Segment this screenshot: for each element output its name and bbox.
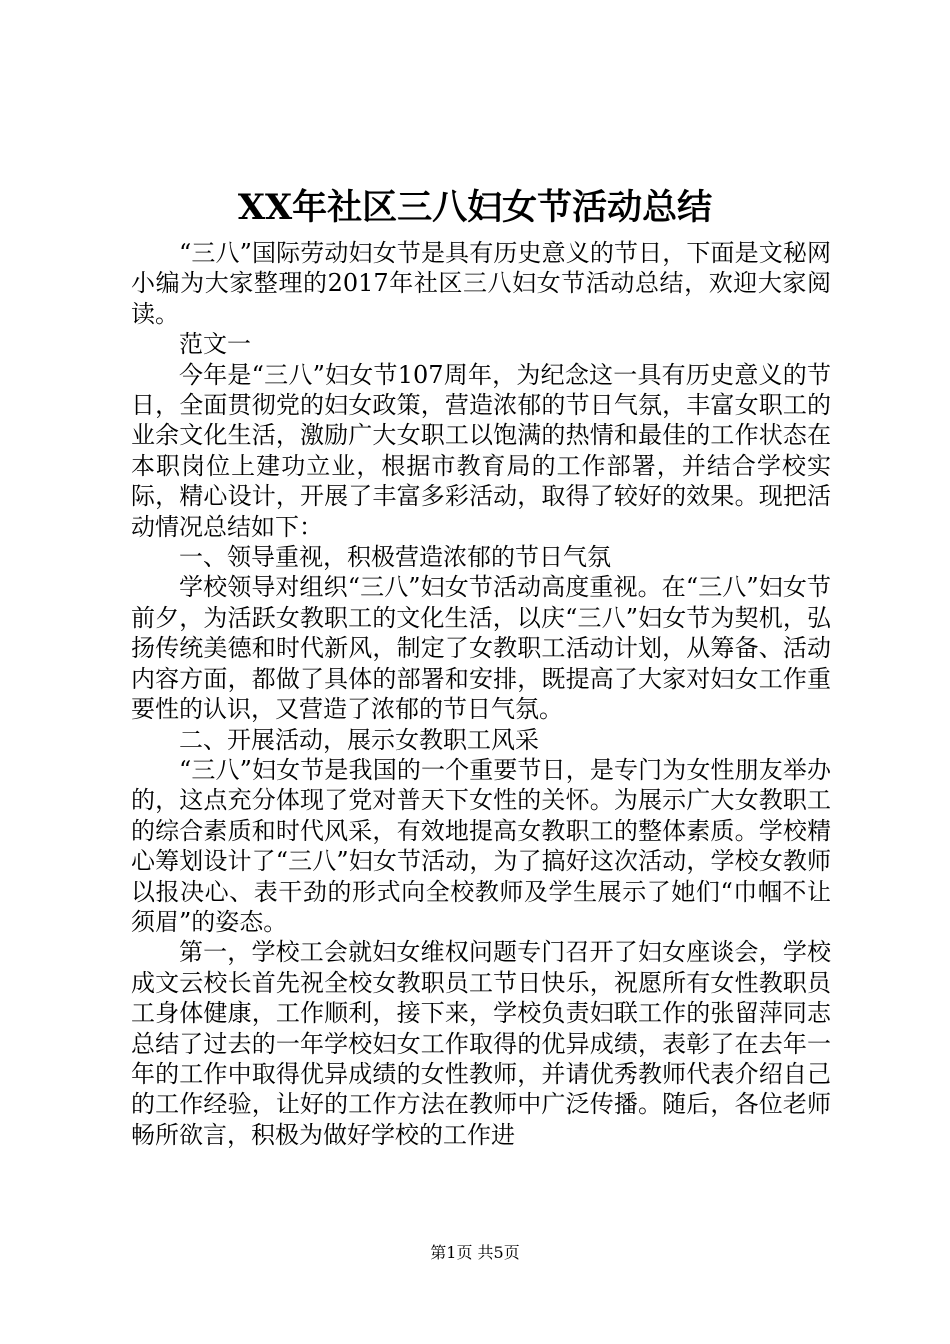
section-heading-2: 二、开展活动，展示女教职工风采 xyxy=(179,725,539,754)
paragraph-overview: 今年是“三八”妇女节107周年，为纪念这一具有历史意义的节日，全面贯彻党的妇女政策，营造浓郁的节日气氛，丰富女职工的业余文化生活，激励广大女职工以饱满的热情和最佳的工作状态在本职岗位上建功立业，根据市教育局的工作部署，并结合学校实际，精心设计，开展了丰富多彩活动，取得了较好的效果。现把活动情况总结如下： xyxy=(131,360,831,541)
paragraph-first-item: 第一，学校工会就妇女维权问题专门召开了妇女座谈会，学校成文云校长首先祝全校女教职员工节日快乐，祝愿所有女性教职员工身体健康，工作顺利，接下来，学校负责妇联工作的张留萍同志总结了过去的一年学校妇女工作取得的优异成绩，表彰了在去年一年的工作中取得优异成绩的女性教师，并请优秀教师代表介绍自己的工作经验，让好的工作方法在教师中广泛传播。随后，各位老师畅所欲言，积极为做好学校的工作进 xyxy=(131,938,831,1149)
paragraph-sample-heading: 范文一 xyxy=(179,330,251,359)
page-number-footer: 第1页 共5页 xyxy=(430,1243,520,1262)
document-body xyxy=(131,238,831,1150)
document-title: XX年社区三八妇女节活动总结 xyxy=(237,187,713,228)
section-heading-1: 一、领导重视，积极营造浓郁的节日气氛 xyxy=(179,543,611,572)
paragraph-section-2: “三八”妇女节是我国的一个重要节日，是专门为女性朋友举办的，这点充分体现了党对普天下女性的关怀。为展示广大女教职工的综合素质和时代风采，有效地提高女教职工的整体素质。学校精心筹划设计了“三八”妇女节活动，为了搞好这次活动，学校女教师以报决心、表干劲的形式向全校教师及学生展示了她们“巾帼不让须眉”的姿态。 xyxy=(131,755,831,936)
paragraph-section-1: 学校领导对组织“三八”妇女节活动高度重视。在“三八”妇女节前夕，为活跃女教职工的文化生活，以庆“三八”妇女节为契机，弘扬传统美德和时代新风，制定了女教职工活动计划，从筹备、活动内容方面，都做了具体的部署和安排，既提高了大家对妇女工作重要性的认识，又营造了浓郁的节日气氛。 xyxy=(131,573,831,724)
paragraph-intro: “三八”国际劳动妇女节是具有历史意义的节日，下面是文秘网小编为大家整理的2017年社区三八妇女节活动总结，欢迎大家阅读。 xyxy=(131,239,831,328)
